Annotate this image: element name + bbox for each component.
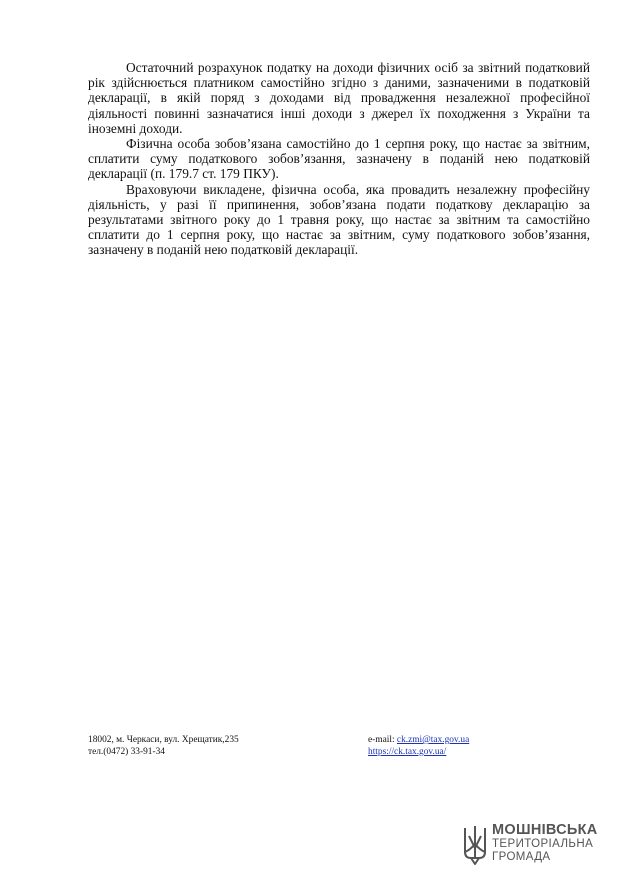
website-link[interactable]: https://ck.tax.gov.ua/: [368, 747, 447, 757]
footer-phone: тел.(0472) 33-91-34: [88, 747, 165, 757]
paragraph-final-calculation: Остаточний розрахунок податку на доходи фізичних осіб за звітний податковий рік здійснюється платником самостійно згідно з даними, зазначеними в податковій декларації, в якій поряд з доходами від провадження незалежної професійної діяльності повинні зазначатися інші доходи з джерел їх походження з України та іноземні доходи.: [88, 60, 590, 136]
document-body: [88, 60, 590, 258]
logo-line-1: МОШНІВСЬКА: [492, 822, 598, 838]
logo-line-2: ТЕРИТОРІАЛЬНА: [492, 838, 594, 850]
email-label: e-mail:: [368, 735, 397, 745]
email-link[interactable]: ck.zmi@tax.gov.ua: [396, 735, 470, 745]
footer-email-line: [368, 734, 469, 746]
footer-contacts: [88, 734, 239, 758]
logo-line-3: ГРОМАДА: [492, 851, 551, 863]
footer-online: [368, 734, 469, 758]
community-logo: [462, 822, 612, 870]
paragraph-payment-deadline: Фізична особа зобов’язана самостійно до 1 серпня року, що настає за звітним, сплатити суму податкового зобов’язання, зазначену в поданій нею податковій декларації (п. 179.7 ст. 179 ПКУ).: [88, 136, 590, 182]
logo-text: [492, 822, 598, 864]
trident-icon: [462, 824, 488, 866]
paragraph-conclusion: Враховуючи викладене, фізична особа, яка провадить незалежну професійну діяльність, у разі її припинення, зобов’язана подати податкову декларацію за результатами звітного року до 1 травня року, що настає за звітним та самостійно сплатити до 1 серпня року, що настає за звітним, суму податкового зобов’язання, зазначену в поданій нею податковій декларації.: [88, 181, 590, 258]
footer-address: 18002, м. Черкаси, вул. Хрещатик,235: [88, 735, 239, 745]
